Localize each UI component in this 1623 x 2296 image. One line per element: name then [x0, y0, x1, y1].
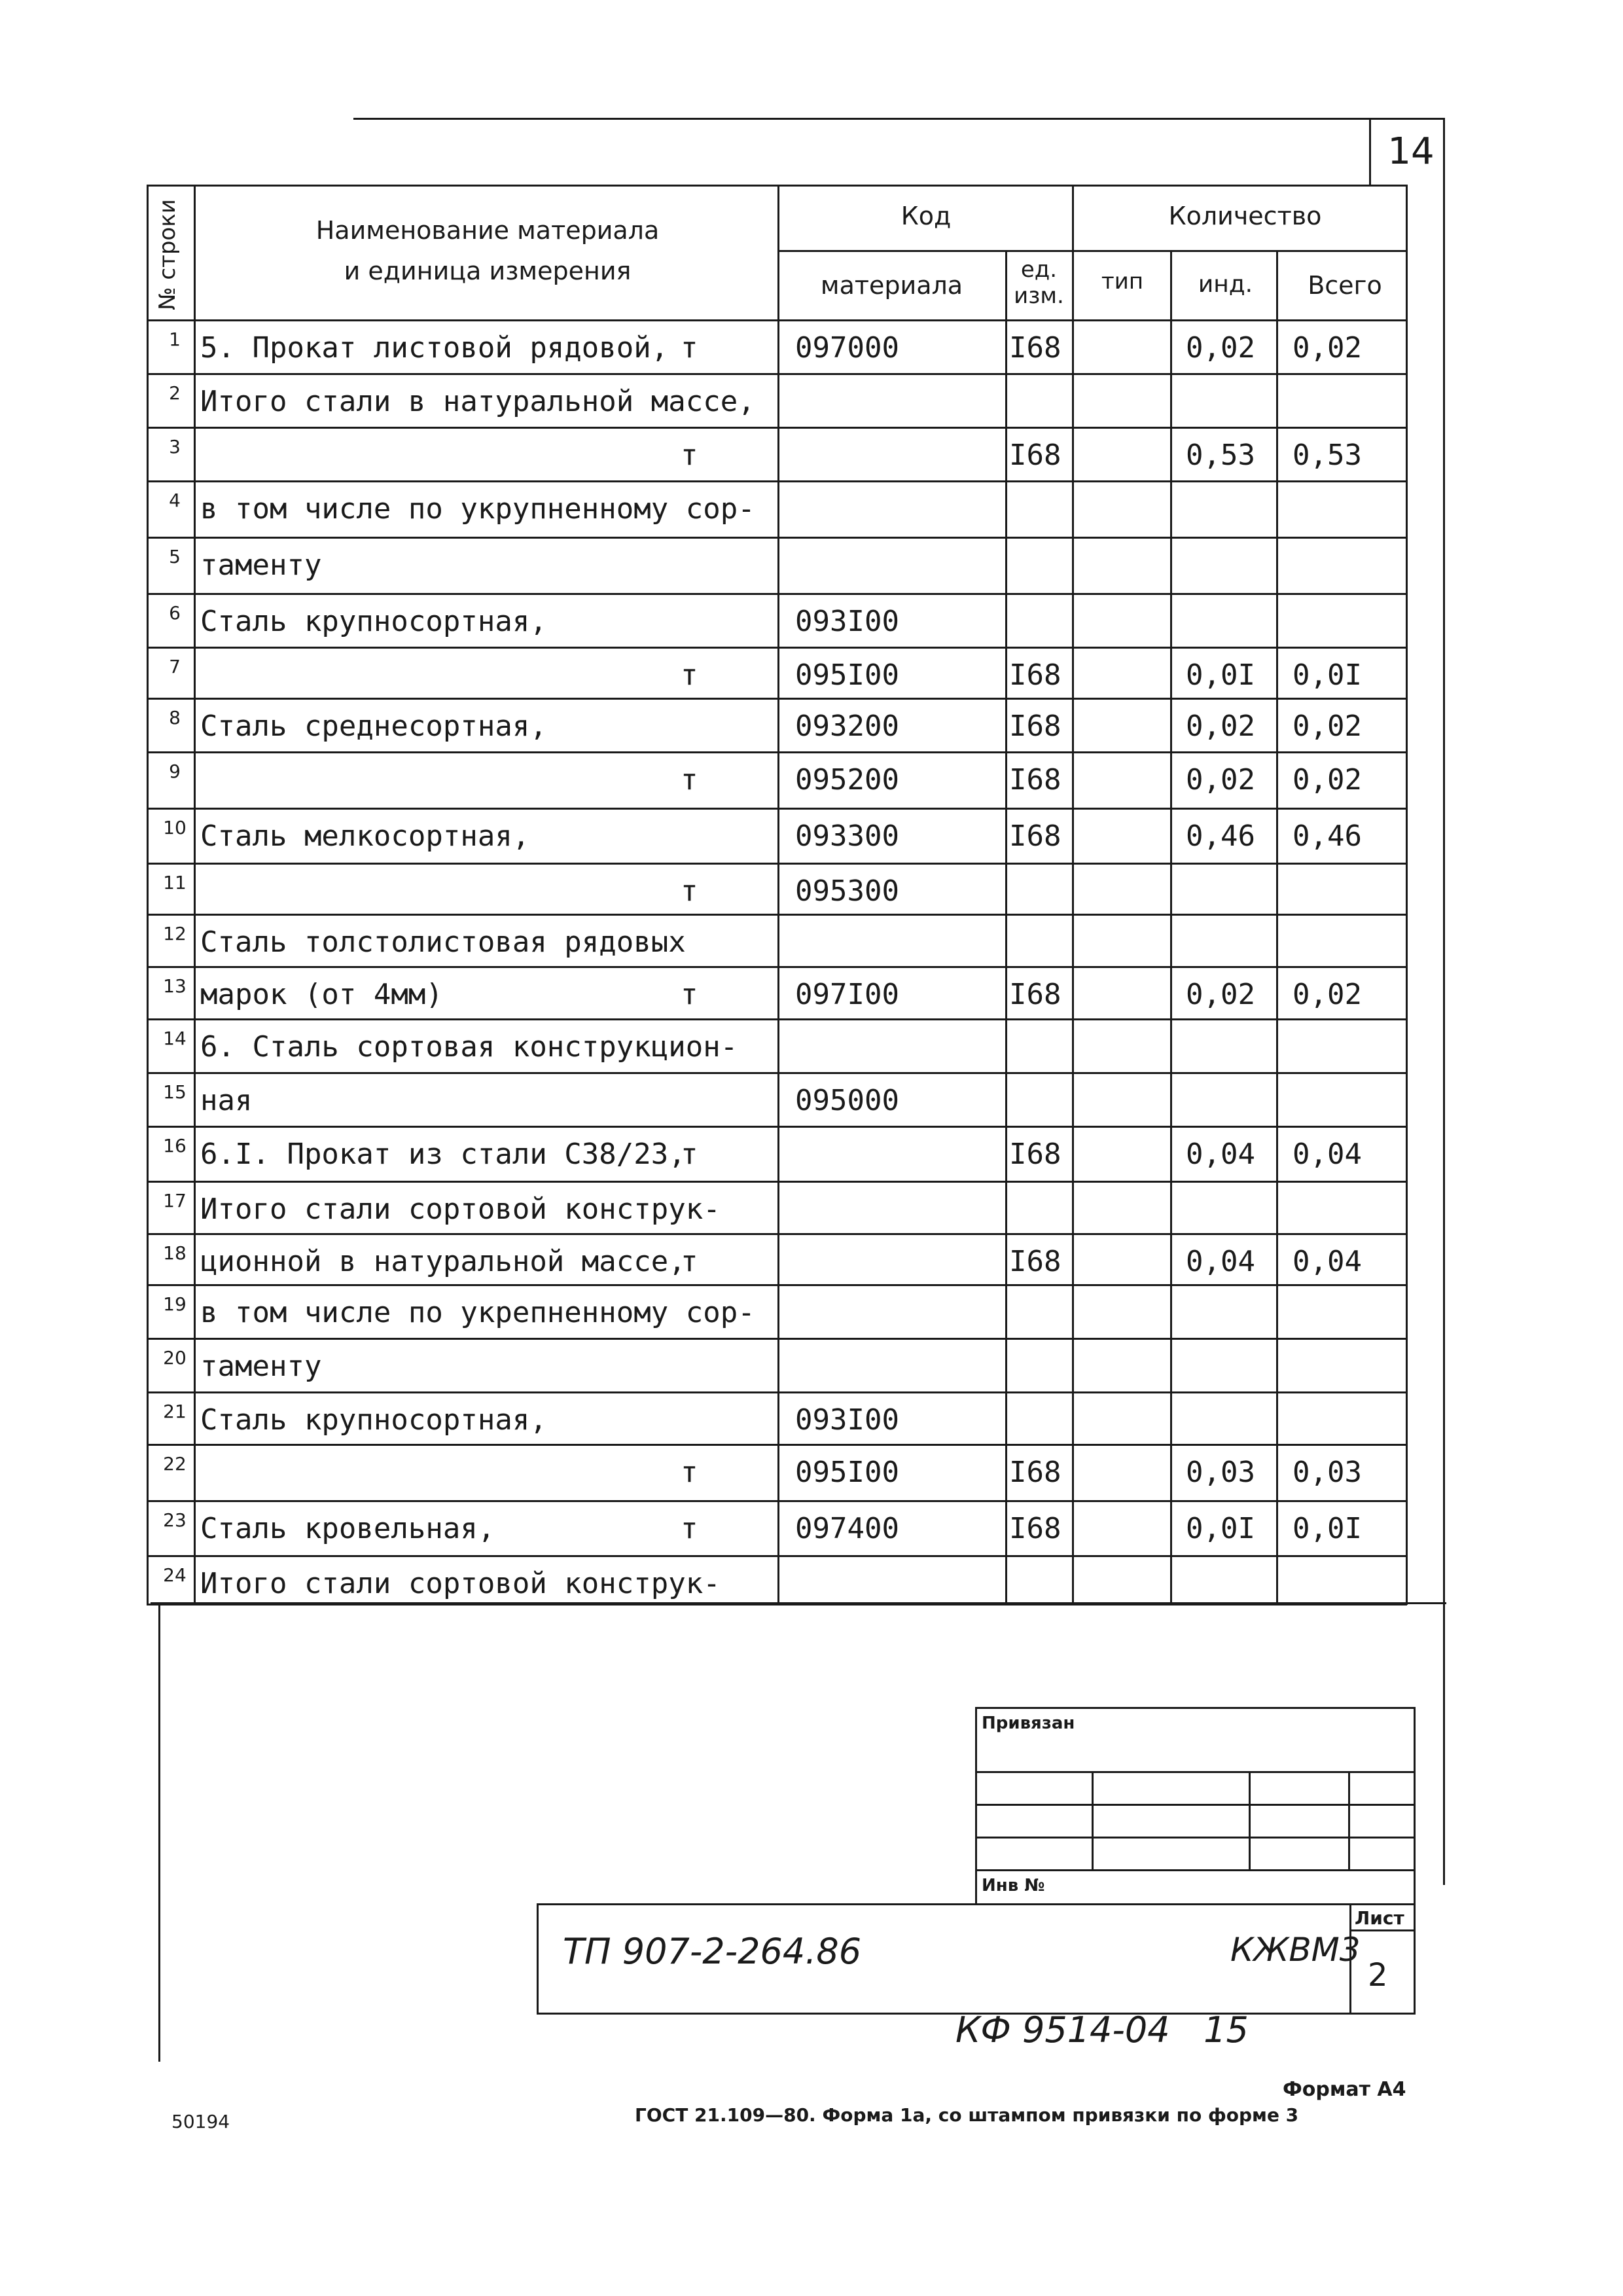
stamp-col-2	[1249, 1771, 1251, 1869]
quantity-total: 0,02	[1293, 763, 1362, 797]
material-name: марок (от 4мм)	[200, 978, 443, 1011]
left-margin-line	[158, 1604, 160, 2062]
stamp-top-line	[975, 1707, 1415, 1709]
stamp-col-3	[1348, 1771, 1350, 1869]
material-code: 093I00	[795, 605, 899, 638]
inv-label: Инв №	[982, 1876, 1045, 1895]
material-name: ная	[200, 1084, 253, 1117]
row-number: 9	[169, 761, 181, 782]
document-mark: КЖВМ3	[1230, 1931, 1361, 1969]
unit-mark: т	[681, 1245, 698, 1278]
row-line	[147, 593, 1407, 595]
row-line	[147, 1072, 1407, 1074]
row-number: 24	[163, 1564, 187, 1586]
unit-code-header: ед. изм.	[1014, 257, 1064, 309]
row-number: 8	[169, 707, 181, 728]
row-number: 21	[163, 1401, 187, 1422]
row-number: 5	[169, 546, 181, 567]
sheet-label: Лист	[1355, 1907, 1404, 1929]
row-line	[147, 966, 1407, 968]
row-line	[147, 319, 1407, 321]
material-name: 6.I. Прокат из стали С38/23,	[200, 1138, 686, 1171]
row-line	[147, 373, 1407, 375]
quantity-total: 0,53	[1293, 439, 1362, 472]
row-line	[147, 1233, 1407, 1235]
row-number: 17	[163, 1190, 187, 1211]
top-border-line	[353, 118, 1445, 120]
material-name: Итого стали в натуральной массе,	[200, 385, 755, 418]
row-line	[147, 427, 1407, 429]
material-name: таменту	[200, 548, 322, 582]
quantity-total: 0,02	[1293, 709, 1362, 743]
material-code: 093300	[795, 819, 899, 853]
row-number: 14	[163, 1028, 187, 1049]
row-line	[147, 863, 1407, 865]
row-line	[147, 1018, 1407, 1020]
col-line-unit	[1072, 185, 1074, 1605]
row-number: 3	[169, 436, 181, 457]
material-name: Сталь кровельная,	[200, 1512, 495, 1545]
material-code: 097000	[795, 331, 899, 365]
row-number: 12	[163, 923, 187, 944]
format-label: Формат А4	[1283, 2078, 1406, 2101]
material-name: в том числе по укрепненному сор-	[200, 1296, 755, 1329]
material-name: Сталь крупносортная,	[200, 1403, 547, 1437]
unit-code: I68	[1009, 658, 1061, 692]
total-header: Всего	[1308, 271, 1382, 300]
quantity-total: 0,0I	[1293, 658, 1362, 692]
row-number: 18	[163, 1242, 187, 1264]
handwritten-reference: КФ 9514-04 15	[955, 2009, 1249, 2051]
row-line	[147, 1391, 1407, 1393]
unit-code: I68	[1009, 1512, 1061, 1545]
unit-mark: т	[681, 1456, 698, 1489]
sheet-number: 14	[1387, 130, 1435, 173]
material-name: Сталь среднесортная,	[200, 709, 547, 743]
code-header: Код	[901, 202, 952, 230]
sheet-box-right	[1443, 118, 1445, 1885]
unit-code: I68	[1009, 763, 1061, 797]
quantity-total: 0,04	[1293, 1245, 1362, 1278]
material-code: 093I00	[795, 1403, 899, 1437]
material-name: в том числе по укрупненному сор-	[200, 492, 755, 526]
quantity-total: 0,02	[1293, 978, 1362, 1011]
ind-header: инд.	[1198, 271, 1253, 298]
stamp-right-line	[1414, 1707, 1416, 2015]
document-code: ТП 907-2-264.86	[563, 1931, 862, 1972]
material-code: 095200	[795, 763, 899, 797]
unit-mark: т	[681, 874, 698, 908]
row-line	[147, 1126, 1407, 1128]
material-code: 095I00	[795, 658, 899, 692]
row-number-header: № строки	[154, 199, 181, 310]
quantity-ind: 0,0I	[1186, 1512, 1255, 1545]
title-block-top	[537, 1903, 1415, 1905]
row-line	[147, 647, 1407, 649]
col-line-right	[1406, 185, 1408, 1605]
unit-mark: т	[681, 658, 698, 692]
row-number: 4	[169, 490, 181, 511]
material-name: таменту	[200, 1350, 322, 1383]
type-header: тип	[1101, 268, 1144, 295]
row-line	[147, 1500, 1407, 1502]
material-name: Сталь крупносортная,	[200, 605, 547, 638]
unit-code: I68	[1009, 978, 1061, 1011]
row-number: 6	[169, 602, 181, 624]
unit-code: I68	[1009, 1138, 1061, 1171]
row-number: 11	[163, 872, 187, 893]
material-code: 093200	[795, 709, 899, 743]
quantity-total: 0,03	[1293, 1456, 1362, 1489]
unit-mark: т	[681, 763, 698, 797]
material-name: Итого стали сортовой конструк-	[200, 1193, 721, 1226]
header-sub-line	[779, 250, 1407, 252]
unit-code: I68	[1009, 331, 1061, 365]
table-bottom-line	[151, 1602, 1446, 1604]
material-name: 6. Сталь сортовая конструкцион-	[200, 1030, 738, 1064]
unit-mark: т	[681, 1138, 698, 1171]
quantity-ind: 0,04	[1186, 1245, 1255, 1278]
bound-label: Привязан	[982, 1713, 1075, 1733]
row-number: 16	[163, 1135, 187, 1157]
col-line-type	[1170, 250, 1172, 1604]
material-code: 095300	[795, 874, 899, 908]
row-number: 23	[163, 1509, 187, 1531]
row-number: 10	[163, 817, 187, 838]
row-line	[147, 698, 1407, 700]
stamp-col-1	[1092, 1771, 1094, 1869]
row-line	[147, 1181, 1407, 1183]
row-line	[147, 751, 1407, 753]
row-line	[147, 914, 1407, 916]
quantity-total: 0,04	[1293, 1138, 1362, 1171]
unit-code: I68	[1009, 709, 1061, 743]
quantity-header: Количество	[1168, 202, 1322, 230]
unit-code: I68	[1009, 819, 1061, 853]
row-line	[147, 1444, 1407, 1446]
material-name: Итого стали сортовой конструк-	[200, 1567, 721, 1600]
row-number: 2	[169, 382, 181, 404]
row-number: 1	[169, 329, 181, 350]
gost-footer: ГОСТ 21.109—80. Форма 1а, со штампом привязки по форме 3	[635, 2104, 1299, 2126]
unit-code: I68	[1009, 1245, 1061, 1278]
sheet-value: 2	[1368, 1957, 1388, 1994]
quantity-total: 0,02	[1293, 331, 1362, 365]
quantity-ind: 0,53	[1186, 439, 1255, 472]
stamp-line-4	[975, 1869, 1415, 1871]
row-number: 7	[169, 656, 181, 677]
row-line	[147, 1338, 1407, 1340]
quantity-total: 0,46	[1293, 819, 1362, 853]
quantity-ind: 0,02	[1186, 331, 1255, 365]
unit-code: I68	[1009, 1456, 1061, 1489]
quantity-ind: 0,46	[1186, 819, 1255, 853]
quantity-ind: 0,02	[1186, 709, 1255, 743]
table-top-line	[147, 185, 1407, 187]
material-code: 095I00	[795, 1456, 899, 1489]
material-name: Сталь мелкосортная,	[200, 819, 530, 853]
row-number: 13	[163, 975, 187, 997]
row-line	[147, 537, 1407, 539]
footer-code: 50194	[171, 2111, 230, 2132]
row-line	[147, 480, 1407, 482]
title-block-left	[537, 1903, 539, 2015]
row-line	[147, 1555, 1407, 1557]
quantity-ind: 0,04	[1186, 1138, 1255, 1171]
quantity-ind: 0,02	[1186, 763, 1255, 797]
unit-mark: т	[681, 978, 698, 1011]
material-name: ционной в натуральной массе,	[200, 1245, 686, 1278]
row-number: 22	[163, 1453, 187, 1475]
unit-mark: т	[681, 439, 698, 472]
unit-mark: т	[681, 1512, 698, 1545]
row-line	[147, 808, 1407, 810]
row-line	[147, 1284, 1407, 1286]
name-header-line1: Наименование материала	[315, 216, 660, 245]
material-code: 097400	[795, 1512, 899, 1545]
quantity-ind: 0,0I	[1186, 658, 1255, 692]
quantity-ind: 0,03	[1186, 1456, 1255, 1489]
name-header-line2: и единица измерения	[344, 257, 632, 285]
material-code-header: материала	[820, 271, 963, 300]
row-number: 19	[163, 1293, 187, 1315]
unit-code: I68	[1009, 439, 1061, 472]
quantity-total: 0,0I	[1293, 1512, 1362, 1545]
row-number: 15	[163, 1081, 187, 1103]
quantity-ind: 0,02	[1186, 978, 1255, 1011]
material-name: 5. Прокат листовой рядовой,	[200, 331, 669, 365]
unit-mark: т	[681, 331, 698, 365]
row-number: 20	[163, 1347, 187, 1369]
material-name: Сталь толстолистовая рядовых	[200, 925, 686, 959]
col-line-outer-left	[147, 185, 149, 1605]
col-line-material	[1005, 250, 1007, 1604]
material-code: 095000	[795, 1084, 899, 1117]
material-code: 097I00	[795, 978, 899, 1011]
